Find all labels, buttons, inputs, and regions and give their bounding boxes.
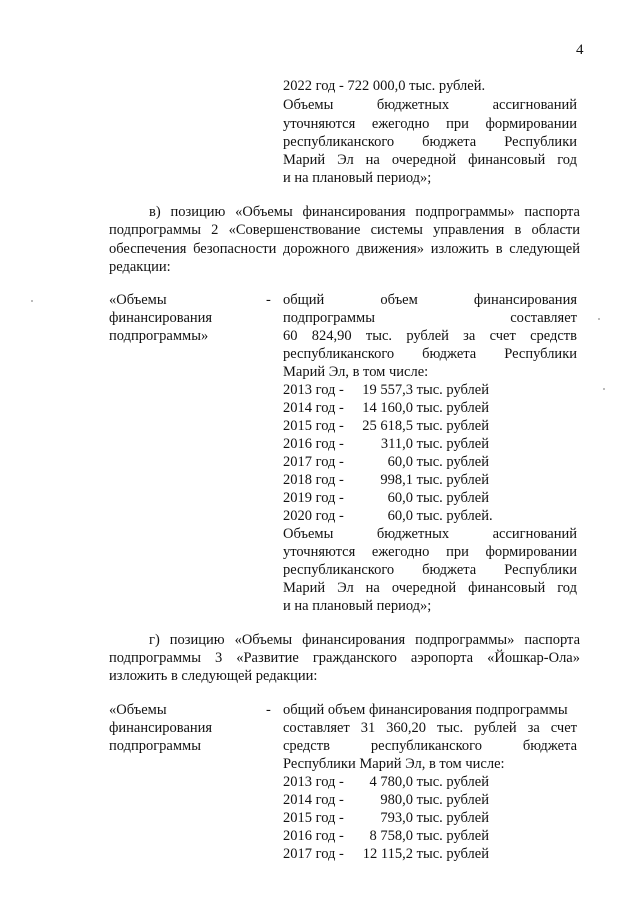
section2-outro-line: республиканского бюджета Республики bbox=[283, 562, 577, 578]
year-unit: тыс. рублей bbox=[416, 792, 489, 808]
year-unit: тыс. рублей bbox=[416, 472, 489, 488]
section3-intro-last: Республики Марий Эл, в том числе: bbox=[283, 756, 505, 772]
year-label: 2016 год - bbox=[283, 828, 344, 844]
paragraph-v-line: обеспечения безопасности дорожного движения» изложить в следующей bbox=[109, 241, 580, 257]
block1-line: Объемы бюджетных ассигнований bbox=[283, 97, 577, 113]
year-amount: 998,1 bbox=[380, 472, 413, 488]
section2-label-line: «Объемы bbox=[109, 292, 167, 308]
paragraph-g-line: подпрограммы 3 «Развитие гражданского аэропорта «Йошкар-Ола» bbox=[109, 650, 580, 666]
section2-intro-line: республиканского бюджета Республики bbox=[283, 346, 577, 362]
scan-speck bbox=[603, 388, 605, 390]
section2-year-row bbox=[283, 418, 489, 435]
year-label: 2013 год - bbox=[283, 382, 344, 398]
year-amount: 311,0 bbox=[380, 436, 413, 452]
year-unit: тыс. рублей bbox=[416, 828, 489, 844]
year-unit: тыс. рублей bbox=[416, 418, 489, 434]
block1-line: республиканского бюджета Республики bbox=[283, 134, 577, 150]
section2-year-row bbox=[283, 382, 489, 399]
page-number: 4 bbox=[576, 42, 584, 58]
section2-dash: - bbox=[266, 292, 271, 308]
year-label: 2018 год - bbox=[283, 472, 344, 488]
section3-year-row bbox=[283, 774, 489, 791]
year-unit: тыс. рублей bbox=[416, 436, 489, 452]
year-label: 2015 год - bbox=[283, 810, 344, 826]
year-amount: 980,0 bbox=[380, 792, 413, 808]
year-amount: 25 618,5 bbox=[362, 418, 413, 434]
section2-year-row bbox=[283, 508, 493, 525]
year-label: 2020 год - bbox=[283, 508, 344, 524]
block1-last-line: и на плановый период»; bbox=[283, 170, 432, 186]
year-amount: 8 758,0 bbox=[369, 828, 413, 844]
year-unit: тыс. рублей bbox=[416, 454, 489, 470]
year-label: 2017 год - bbox=[283, 454, 344, 470]
section3-year-row bbox=[283, 792, 489, 809]
scan-speck bbox=[31, 300, 33, 302]
year-amount: 19 557,3 bbox=[362, 382, 413, 398]
year-label: 2019 год - bbox=[283, 490, 344, 506]
year-amount: 60,0 bbox=[387, 454, 413, 470]
year-label: 2014 год - bbox=[283, 400, 344, 416]
year-label: 2017 год - bbox=[283, 846, 344, 862]
year-amount: 4 780,0 bbox=[369, 774, 413, 790]
year-line-2022: 2022 год - 722 000,0 тыс. рублей. bbox=[283, 78, 486, 94]
section2-year-row bbox=[283, 400, 489, 417]
paragraph-v-line: подпрограммы 2 «Совершенствование системы управления в области bbox=[109, 222, 580, 238]
section3-intro-first: общий объем финансирования подпрограммы bbox=[283, 702, 568, 718]
section2-outro-line: Объемы бюджетных ассигнований bbox=[283, 526, 577, 542]
year-amount: 14 160,0 bbox=[362, 400, 413, 416]
year-unit: тыс. рублей bbox=[416, 382, 489, 398]
section3-intro-line: составляет 31 360,20 тыс. рублей за счет bbox=[283, 720, 577, 736]
paragraph-v-line: в) позицию «Объемы финансирования подпрограммы» паспорта bbox=[149, 204, 580, 220]
year-amount: 793,0 bbox=[380, 810, 413, 826]
block1-line: Марий Эл на очередной финансовый год bbox=[283, 152, 577, 168]
section2-intro-line: подпрограммы составляет bbox=[283, 310, 577, 326]
section2-outro-last: и на плановый период»; bbox=[283, 598, 432, 614]
paragraph-g-line: г) позицию «Объемы финансирования подпрограммы» паспорта bbox=[149, 632, 580, 648]
section2-intro-last: Марий Эл, в том числе: bbox=[283, 364, 429, 380]
year-amount: 60,0 bbox=[387, 490, 413, 506]
section2-intro-line: 60 824,90 тыс. рублей за счет средств bbox=[283, 328, 577, 344]
paragraph-g-last-line: изложить в следующей редакции: bbox=[109, 668, 318, 684]
section3-year-row bbox=[283, 828, 489, 845]
section3-label-line: подпрограммы bbox=[109, 738, 201, 754]
section3-dash: - bbox=[266, 702, 271, 718]
year-label: 2013 год - bbox=[283, 774, 344, 790]
section2-label-line: финансирования bbox=[109, 310, 213, 326]
scan-speck bbox=[598, 318, 600, 320]
section2-year-row bbox=[283, 472, 489, 489]
year-label: 2015 год - bbox=[283, 418, 344, 434]
section2-year-row bbox=[283, 490, 489, 507]
year-label: 2014 год - bbox=[283, 792, 344, 808]
section3-intro-line: средств республиканского бюджета bbox=[283, 738, 577, 754]
paragraph-v-last-line: редакции: bbox=[109, 259, 171, 275]
section3-label-line: финансирования bbox=[109, 720, 213, 736]
section2-year-row bbox=[283, 454, 489, 471]
year-unit: тыс. рублей bbox=[416, 490, 489, 506]
section2-year-row bbox=[283, 436, 489, 453]
section2-intro-line: общий объем финансирования bbox=[283, 292, 577, 308]
year-unit: тыс. рублей. bbox=[416, 508, 493, 524]
year-unit: тыс. рублей bbox=[416, 774, 489, 790]
year-unit: тыс. рублей bbox=[416, 810, 489, 826]
year-label: 2016 год - bbox=[283, 436, 344, 452]
year-unit: тыс. рублей bbox=[416, 846, 489, 862]
section2-outro-line: уточняются ежегодно при формировании bbox=[283, 544, 577, 560]
section2-label-line: подпрограммы» bbox=[109, 328, 209, 344]
year-unit: тыс. рублей bbox=[416, 400, 489, 416]
year-amount: 60,0 bbox=[387, 508, 413, 524]
section3-year-row bbox=[283, 846, 489, 863]
section3-year-row bbox=[283, 810, 489, 827]
section2-outro-line: Марий Эл на очередной финансовый год bbox=[283, 580, 577, 596]
year-amount: 12 115,2 bbox=[362, 846, 413, 862]
section3-label-line: «Объемы bbox=[109, 702, 167, 718]
block1-line: уточняются ежегодно при формировании bbox=[283, 116, 577, 132]
